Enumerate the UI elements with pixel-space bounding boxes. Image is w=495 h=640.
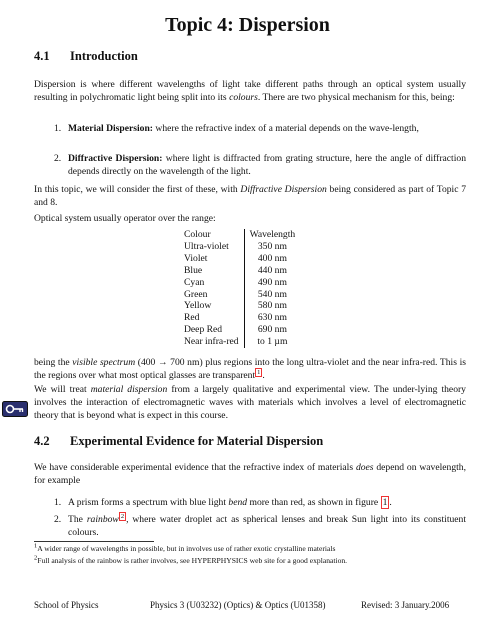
footer-left: School of Physics	[34, 600, 99, 610]
footnote-link[interactable]: 1	[257, 369, 261, 377]
table-row	[184, 253, 300, 265]
table-row	[184, 277, 300, 289]
list-item	[54, 122, 466, 135]
footer-center: Physics 3 (U03232) (Optics) & Optics (U01358)	[150, 600, 326, 610]
list-text: A prism forms a spectrum with blue light	[68, 497, 229, 508]
table-cell: 490 nm	[244, 277, 300, 289]
table-row	[184, 300, 300, 312]
visible-text-end: .	[262, 370, 265, 382]
table-cell: 400 nm	[244, 253, 300, 265]
table-cell: Green	[184, 288, 208, 300]
treat-emphasis: material dispersion	[90, 384, 168, 395]
table-cell: 580 nm	[244, 300, 300, 312]
list-item	[54, 513, 466, 539]
table-cell: 440 nm	[244, 265, 300, 277]
footnote	[34, 543, 466, 554]
topic-emphasis: Diffractive Dispersion	[240, 184, 327, 195]
section-title: Experimental Evidence for Material Dispersion	[70, 434, 324, 448]
visible-spectrum-paragraph	[34, 356, 466, 382]
evidence-text-end: depend on wavelength, for example	[34, 462, 466, 487]
table-cell: Violet	[184, 252, 208, 264]
wavelength-table	[184, 229, 300, 348]
table-cell: 630 nm	[244, 312, 300, 324]
list-item	[54, 496, 466, 509]
evidence-emphasis: does	[355, 462, 374, 473]
footnote-text: A wider range of wavelengths in possible, but in involves use of rather exotic crystalline materials	[37, 544, 336, 553]
table-cell: Blue	[184, 264, 203, 276]
page-title: Topic 4: Dispersion	[165, 14, 330, 36]
table-cell: Cyan	[184, 276, 205, 288]
table-header: Wavelength	[244, 229, 300, 241]
list-text: where the refractive index of a material depends on the wave-length,	[153, 123, 419, 134]
table-cell: Red	[184, 312, 200, 324]
list-text: where light is diffracted from grating structure, here the angle of diffraction depends directly on the wavelength of the light.	[68, 153, 466, 178]
intro-text: Dispersion is where different wavelengths of light take different paths through an optical system usually resulting in polychromatic light being split into its	[34, 79, 466, 104]
list-text-end: .	[389, 497, 392, 508]
footnote-number: 1	[34, 542, 38, 550]
list-emphasis: rainbow	[86, 514, 119, 525]
table-cell: Ultra-violet	[184, 240, 229, 252]
list-text-end: , where water droplet act as spherical lenses and break Sun light into its constituent colours.	[68, 514, 466, 539]
list-text-mid: more than red, as shown in figure	[247, 497, 381, 508]
table-row	[184, 289, 300, 301]
list-term: Diffractive Dispersion:	[68, 153, 163, 164]
treat-text-end: from a largely qualitative and experimental view. The under-lying theory involves the interaction of electromagnetic waves with materials which involves a level of electromagnetic theory that is beyond what is expect in this course.	[34, 384, 466, 422]
list-emphasis: bend	[228, 497, 248, 508]
evidence-paragraph	[34, 461, 466, 487]
range-paragraph: Optical system usually operator over the range:	[34, 213, 216, 224]
figure-reference-link[interactable]: 1	[382, 497, 388, 508]
table-row	[184, 265, 300, 277]
footnote-text: Full analysis of the rainbow is rather involves, see HYPERPHYSICS web site for a good explanation.	[37, 556, 348, 565]
visible-text-mid: (400 → 700 nm) plus regions into the long ultra-violet and the near infra-red. This is the regions over what most optical glasses are transparent	[34, 357, 466, 382]
section-heading-4-2	[34, 434, 323, 449]
treat-text: We will treat	[34, 384, 91, 395]
topic-text-end: being considered as part of Topic 7 and 8.	[34, 184, 466, 209]
table-row	[184, 336, 300, 348]
intro-emphasis: colours	[229, 92, 258, 104]
wavelength-table-wrap	[184, 229, 300, 348]
footnote-rule	[34, 541, 154, 542]
table-cell: Deep Red	[184, 324, 223, 336]
table-cell: 540 nm	[244, 289, 300, 301]
table-cell: Near infra-red	[184, 336, 239, 348]
visible-emphasis: visible spectrum	[72, 357, 136, 368]
footnote	[34, 555, 466, 566]
visible-text: being the	[34, 357, 73, 368]
section-title: Introduction	[70, 49, 138, 63]
treatment-paragraph	[34, 383, 466, 423]
footnote-link[interactable]: 2	[120, 512, 125, 520]
footer-right: Revised: 3 January.2006	[361, 600, 450, 610]
table-cell: 690 nm	[244, 324, 300, 336]
list-term: Material Dispersion:	[68, 123, 153, 134]
list-text: The	[68, 514, 87, 525]
section-number: 4.1	[34, 49, 50, 63]
table-header-row	[184, 229, 300, 241]
footnote-number: 2	[34, 554, 38, 562]
intro-paragraph	[34, 78, 466, 104]
key-icon	[2, 401, 28, 417]
list-item	[54, 152, 466, 178]
table-row	[184, 312, 300, 324]
intro-text-end: . There are two physical mechanism for this, being:	[257, 92, 455, 104]
table-header: Colour	[184, 229, 211, 240]
evidence-text: We have considerable experimental evidence that the refractive index of materials	[34, 462, 356, 473]
topic-text: In this topic, we will consider the first of these, with	[34, 184, 241, 195]
list-number: 1.	[54, 123, 62, 134]
section-heading-4-1	[34, 49, 138, 64]
section-number: 4.2	[34, 434, 50, 448]
table-cell: 350 nm	[244, 241, 300, 253]
list-number: 1.	[54, 497, 62, 508]
table-cell: to 1 µm	[244, 336, 300, 348]
table-cell: Yellow	[184, 300, 212, 312]
topic-paragraph	[34, 183, 466, 209]
table-row	[184, 241, 300, 253]
table-row	[184, 324, 300, 336]
list-number: 2.	[54, 514, 62, 525]
list-number: 2.	[54, 153, 62, 164]
